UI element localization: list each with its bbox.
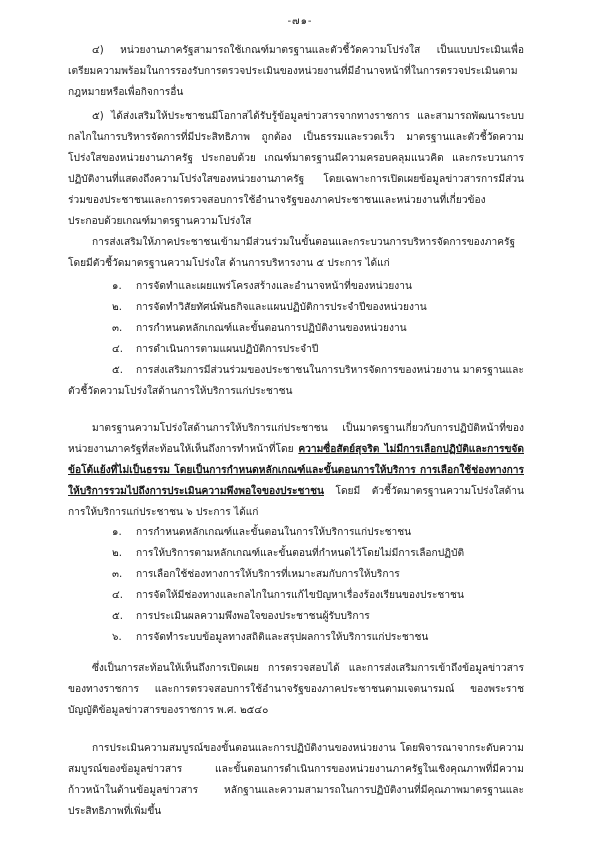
paragraph-participation [68,232,524,274]
paragraph-assessment [68,738,524,822]
paragraph-service-standard [68,418,524,523]
list-item [112,276,524,297]
list-item [112,318,524,339]
list-item [112,543,524,564]
list-tail-text: ตัวชี้วัดความโปร่งใสด้านการให้บริการแก่ประชาชน [68,386,293,397]
paragraph-item-4-text: ๔) หน่วยงานภาครัฐสามารถใช้เกณฑ์มาตรฐานและตัวชี้วัดความโปร่งใส เป็นแบบประเมินเพื่อเตรียมความพร้อมในการรองรับการตรวจประเมินของหน่วยงานที่มีอำนาจหน้าที่ในการตรวจประเมินตามกฎหมายหรือเพื่อกิจการอื่น [68,45,524,98]
list-item-number: ๕. [112,365,123,376]
paragraph-item-5 [68,106,524,232]
list-item-number: ๑. [112,527,122,538]
list-item-text: การประเมินผลความพึงพอใจของประชาชนผู้รับบริการ [136,611,370,622]
list-item-number: ๔. [112,590,123,601]
paragraph-disclosure [68,658,524,721]
list-item [112,360,524,381]
list-item [112,564,524,585]
list-item [112,297,524,318]
service-indicators-list [112,522,524,648]
list-item-number: ๕. [112,611,123,622]
list-item-text: การกำหนดหลักเกณฑ์และขั้นตอนในการให้บริการแก่ประชาชน [136,527,412,538]
list-item-text: การจัดทำระบบข้อมูลทางสถิติและสรุปผลการให้บริการแก่ประชาชน [136,632,429,643]
list-item-number: ๑. [112,281,122,292]
paragraph-item-5-text: ๕) ได้ส่งเสริมให้ประชาชนมีโอกาสได้รับรู้ข้อมูลข่าวสารจากทางราชการ และสามารถพัฒนาระบบกลไกในการบริหารจัดการที่มีประสิทธิภาพ ถูกต้อง เป็นธรรมและรวดเร็ว มาตรฐานและตัวชี้วัดความโปร่งใสของหน่วยงานภาครัฐ ประกอบด้วย เกณฑ์มาตรฐานมีความครอบคลุมแนวคิด และกระบวนการปฏิบัติงานที่แสดงถึงความโปร่งใสของหน่วยงานภาครัฐ โดยเฉพาะการเปิดเผยข้อมูลข่าวสารการมีส่วนร่วมของประชาชนและการตรวจสอบการใช้อำนาจรัฐของภาคประชาชนและหน่วยงานที่เกี่ยวข้อง ประกอบด้วยเกณฑ์มาตรฐานความโปร่งใส [68,111,524,227]
list-item-number: ๓. [112,569,123,580]
paragraph-service-bold: ความซื่อสัตย์สุจริต ไม่มีการเลือกปฏิบัติและการขจัดข้อโต้แย้งที่ไม่เป็นธรรม โดยเป็นการกำหนดหลักเกณฑ์และขั้นตอนการให้บริการ การเลือกใช้ช่องทางการให้บริการรวมไปถึงการประเมินความพึงพอใจของประชาชน [68,444,524,497]
list-item-number: ๒. [112,302,122,313]
list-item-text: การกำหนดหลักเกณฑ์และขั้นตอนการปฏิบัติงานของหน่วยงาน [136,323,407,334]
list-item-number: ๔. [112,344,123,355]
list-item-text: การดำเนินการตามแผนปฏิบัติการประจำปี [136,344,319,355]
list-item-text: การจัดให้มีช่องทางและกลไกในการแก้ไขปัญหาเรื่องร้องเรียนของประชาชน [136,590,464,601]
paragraph-service-text-a: มาตรฐานความโปร่งใสด้านการให้บริการแก่ประชาชน เป็นมาตรฐานเกี่ยวกับการปฏิบัติหน้าที่ของหน่วยงานภาครัฐที่สะท้อนให้เห็นถึงการทำหน้าที่โดย [68,423,524,455]
list-item-text: การจัดทำวิสัยทัศน์พันธกิจและแผนปฏิบัติการประจำปีของหน่วยงาน [136,302,427,313]
list-item-text: การจัดทำและเผยแพร่โครงสร้างและอำนาจหน้าที่ของหน่วยงาน [136,281,412,292]
paragraph-service-text-b: โดยมี ตัวชี้วัดมาตรฐานความโปร่งใสด้านการให้บริการแก่ประชาชน ๖ ประการ ได้แก่ [68,486,524,518]
paragraph-disclosure-text: ซึ่งเป็นการสะท้อนให้เห็นถึงการเปิดเผย การตรวจสอบได้ และการส่งเสริมการเข้าถึงข้อมูลข่าวสารของทางราชการ และการตรวจสอบการใช้อำนาจรัฐของภาคประชาชนตามเจตนารมณ์ ของพระราชบัญญัติข้อมูลข่าวสารของราชการ พ.ศ. ๒๕๔๐ [68,663,524,716]
list-item [112,627,524,648]
paragraph-assessment-text: การประเมินความสมบูรณ์ของขั้นตอนและการปฏิบัติงานของหน่วยงาน โดยพิจารณาจากระดับความสมบูรณ์ของข้อมูลข่าวสาร และขั้นตอนการดำเนินการของหน่วยงานภาครัฐในเชิงคุณภาพที่มีความก้าวหน้าในด้านข้อมูลข่าวสาร หลักฐานและความสามารถในการปฏิบัติงานที่มีคุณภาพมาตรฐานและประสิทธิภาพที่เพิ่มขึ้น [68,743,524,817]
list-item [112,522,524,543]
list-item-number: ๖. [112,632,122,643]
list-item-text: การให้บริการตามหลักเกณฑ์และขั้นตอนที่กำหนดไว้โดยไม่มีการเลือกปฏิบัติ [136,548,465,559]
list-item-text: การส่งเสริมการมีส่วนร่วมของประชาชนในการบริหารจัดการของหน่วยงาน มาตรฐานและ [136,365,524,376]
page-number: -๗๑- [287,16,313,27]
list-item [112,585,524,606]
list-item [112,606,524,627]
list-item-text: การเลือกใช้ช่องทางการให้บริการที่เหมาะสมกับการให้บริการ [136,569,400,580]
list-tail-line [68,381,524,402]
list-item-number: ๓. [112,323,123,334]
paragraph-item-4 [68,40,524,103]
list-item-number: ๒. [112,548,122,559]
management-indicators-list [112,276,524,381]
list-item [112,339,524,360]
paragraph-participation-text: การส่งเสริมให้ภาคประชาชนเข้ามามีส่วนร่วมในขั้นตอนและกระบวนการบริหารจัดการของภาครัฐ โดยมีตัวชี้วัดมาตรฐานความโปร่งใส ด้านการบริหารงาน ๕ ประการ ได้แก่ [68,237,516,269]
